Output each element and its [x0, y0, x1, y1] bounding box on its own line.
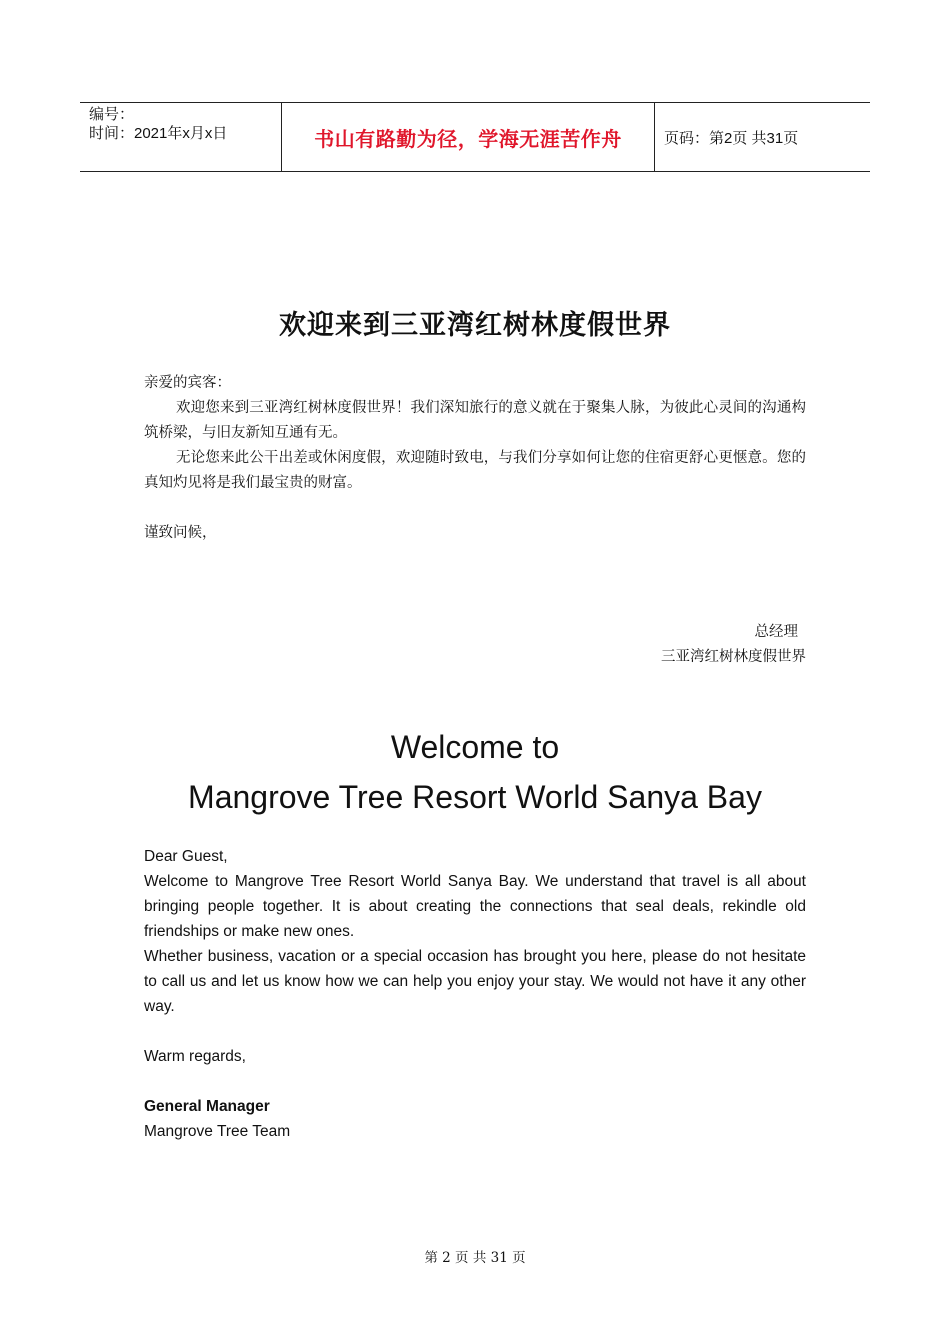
english-closing: Warm regards, — [144, 1048, 246, 1065]
english-paragraph: Welcome to Mangrove Tree Resort World Sanya Bay. We understand that travel is all about bringing people together. It is about creating the connections that seal deals, rekindle old friendships or make new ones. — [144, 873, 806, 940]
date-line: 时间：2021年x月x日 — [89, 125, 228, 142]
english-title — [0, 722, 950, 822]
header-divider — [654, 103, 655, 171]
english-title-line1: Welcome to — [390, 729, 560, 765]
english-letter-body — [144, 844, 806, 1144]
english-title-line2: Mangrove Tree Resort World Sanya Bay — [188, 779, 762, 815]
english-paragraph: Whether business, vacation or a special occasion has brought you here, please do not hesitate to call us and let us know how we can help you enjoy your stay. We would not have it any other way. — [144, 948, 806, 1015]
header-meta — [89, 105, 227, 143]
chinese-signature — [661, 620, 806, 670]
chinese-letter-body — [144, 371, 806, 546]
chinese-signer-title: 总经理 — [754, 624, 798, 640]
chinese-paragraph: 无论您来此公干出差或休闲度假，欢迎随时致电，与我们分享如何让您的住宿更舒心更惬意。您的真知灼见将是我们最宝贵的财富。 — [144, 450, 806, 491]
chinese-salutation: 亲爱的宾客： — [144, 375, 231, 391]
code-label: 编号： — [89, 106, 135, 123]
chinese-closing: 谨致问候， — [144, 525, 217, 541]
header-motto: 书山有路勤为径，学海无涯苦作舟 — [314, 126, 622, 151]
english-signer-team: Mangrove Tree Team — [144, 1123, 291, 1140]
english-signer-title: General Manager — [144, 1098, 270, 1115]
chinese-signer-org: 三亚湾红树林度假世界 — [661, 649, 806, 665]
english-salutation: Dear Guest, — [144, 848, 228, 865]
page-footer: 第 2 页 共 31 页 — [424, 1250, 526, 1266]
chinese-paragraph: 欢迎您来到三亚湾红树林度假世界！我们深知旅行的意义就在于聚集人脉，为彼此心灵间的沟通构筑桥梁，与旧友新知互通有无。 — [144, 400, 806, 441]
chinese-title: 欢迎来到三亚湾红树林度假世界 — [279, 310, 671, 341]
header-page-info: 页码：第2页 共31页 — [664, 129, 799, 147]
header-table — [80, 102, 870, 172]
